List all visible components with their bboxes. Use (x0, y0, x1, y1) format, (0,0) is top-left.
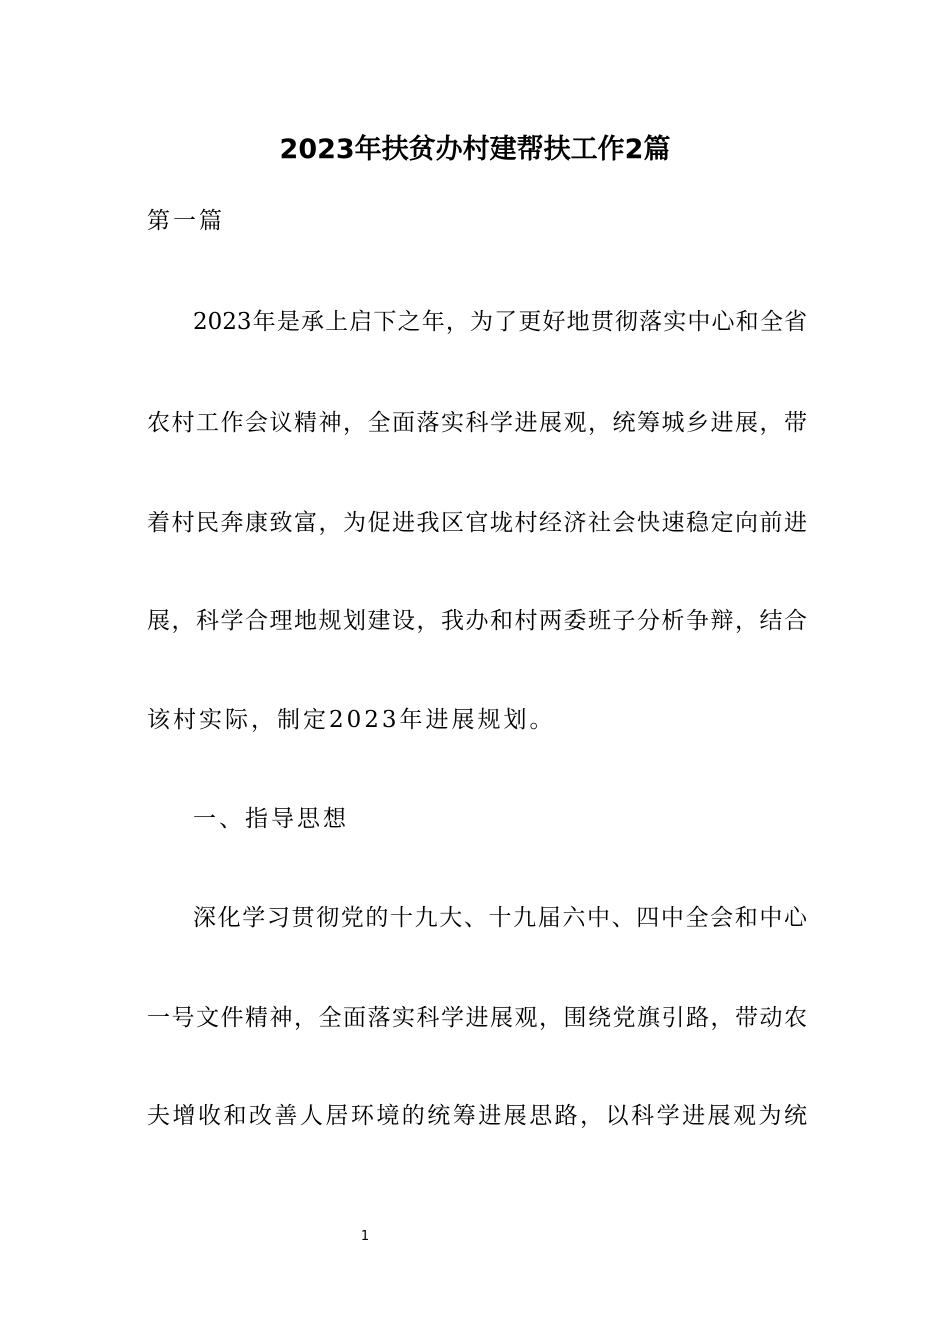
document-title: 2023年扶贫办村建帮扶工作2篇 (279, 134, 671, 165)
paragraph-1-line-4: 展，科学合理地规划建设，我办和村两委班子分析争辩，结合 (147, 608, 807, 634)
page-number: 1 (360, 1229, 370, 1244)
paragraph-2-line-3: 夫增收和改善人居环境的统筹进展思路，以科学进展观为统 (147, 1103, 807, 1129)
paragraph-2-line-2: 一号文件精神，全面落实科学进展观，围绕党旗引路，带动农 (147, 1005, 807, 1031)
section-heading-guiding-thought: 一、指导思想 (193, 806, 349, 832)
paragraph-1-line-3: 着村民奔康致富，为促进我区官垅村经济社会快速稳定向前进 (147, 510, 807, 536)
paragraph-1-line-1: 2023年是承上启下之年，为了更好地贯彻落实中心和全省 (193, 309, 807, 335)
paragraph-1-line-5: 该村实际，制定2023年进展规划。 (147, 707, 556, 733)
paragraph-1-line-2: 农村工作会议精神，全面落实科学进展观，统筹城乡进展，带 (147, 410, 807, 436)
paragraph-2-line-1: 深化学习贯彻党的十九大、十九届六中、四中全会和中心 (193, 905, 807, 931)
section-label: 第一篇 (147, 208, 225, 234)
